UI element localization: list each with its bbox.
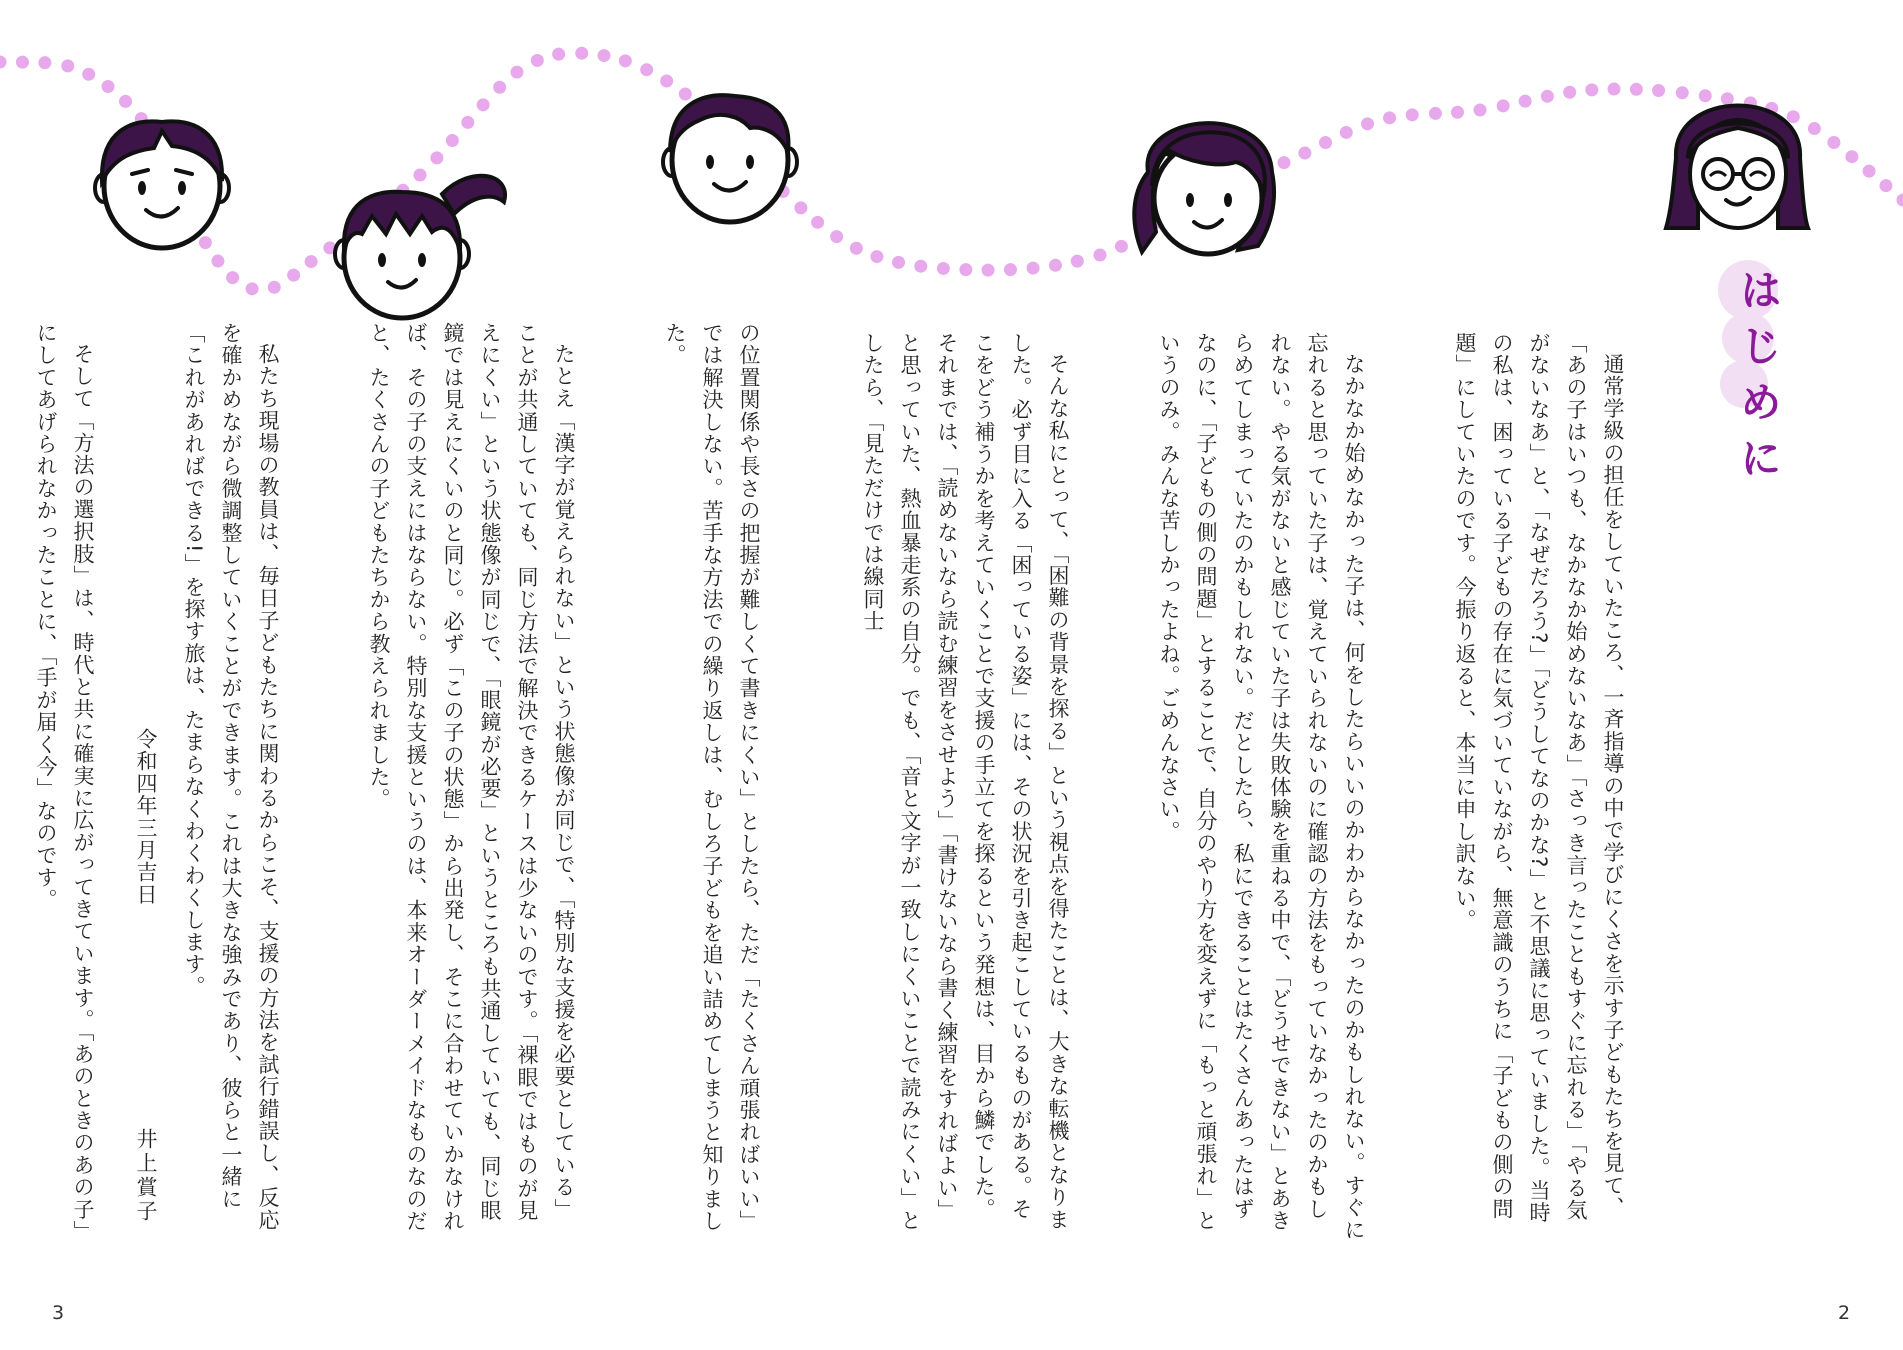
wave-dot — [16, 56, 29, 69]
wave-dot — [1115, 240, 1128, 253]
wave-dot — [1383, 111, 1396, 124]
wave-dot — [446, 134, 459, 147]
wave-dot — [1094, 249, 1107, 262]
wave-dot — [811, 216, 824, 229]
page-title: はじめに — [1734, 268, 1783, 492]
dotted-wave-line — [0, 47, 1903, 296]
wave-dot — [1004, 263, 1017, 276]
wave-dot — [82, 68, 95, 81]
wave-dot — [1429, 107, 1442, 120]
wave-dot — [794, 201, 807, 214]
paragraph: 通常学級の担任をしていたころ、一斉指導の中で学びにくさを示す子どもたちを見て、「あの子はいつも、なかなか始めないなあ」「さっき言ったこともすぐに忘れる」「やる気がないなあ」と、「なぜだろう?」「どうしてなのかな?」と不思議に思っていました。当時の私は、困っている子どもの存在に気づいていながら、無意識のうちに「子どもの側の問題」にしていたのです。今振り返ると、本当に申し訳ない。 — [1453, 332, 1625, 1224]
wave-dot — [1497, 99, 1510, 112]
paragraph: そして「方法の選択肢」は、時代と共に確実に広がってきています。「あのときのあの子」にしてあげられなかったことに、「手が届く今」なのです。 — [34, 322, 95, 1233]
wave-dot — [1676, 86, 1689, 99]
paragraph: そんな私にとって、「困難の背景を探る」という視点を得たことは、大きな転機となりました。必ず目に入る「困っている姿」には、その状況を引き起こしているものがある。そこをどう補うかを考えていくことで支援の手立てを探るという発想は、目から鱗でした。それまでは、「読めないなら読む練習をさせよう」「書けないなら書く練習をすればよい」と思っていた、熱血暴走系の自分。でも、「音と文字が一致しにくいことで読みにくい」としたら、「見ただけでは線同士 — [861, 332, 1070, 1232]
wave-dot — [461, 116, 474, 129]
wave-dot — [914, 260, 927, 273]
wave-dot — [211, 255, 224, 268]
wave-dot — [1585, 83, 1598, 96]
wave-dot — [531, 54, 544, 67]
wave-dot — [1608, 83, 1621, 96]
wave-dot — [870, 250, 883, 263]
wave-dot — [1298, 146, 1311, 159]
boy-face-icon — [663, 95, 797, 222]
wave-dot — [199, 236, 212, 249]
wave-dot — [1474, 104, 1487, 117]
wave-dot — [1630, 83, 1643, 96]
wave-dot — [493, 81, 506, 94]
date-line: 令和四年三月吉日 — [134, 728, 158, 906]
wave-dot — [1541, 90, 1554, 103]
wave-dot — [430, 151, 443, 164]
wave-dot — [226, 271, 239, 284]
paragraph: の位置関係や長さの把握が難しくて書きにくい」としたら、ただ「たくさん頑張ればいい」では解決しない。苦手な方法での繰り返しは、むしろ子どもを追い詰めてしまうと知りました。 — [663, 322, 761, 1233]
left-page-body — [34, 322, 841, 1242]
wave-dot — [982, 264, 995, 277]
wave-dot — [598, 49, 611, 62]
wave-dot — [1827, 136, 1840, 149]
wave-dot — [1808, 122, 1821, 135]
wave-dot — [1451, 106, 1464, 119]
teacher-glasses-face-icon — [1666, 106, 1808, 229]
wave-dot — [305, 255, 318, 268]
right-page-body — [861, 332, 1705, 1242]
boy-face-icon — [95, 121, 229, 248]
wave-dot — [660, 74, 673, 87]
wave-dot — [1787, 110, 1800, 123]
wave-dot — [287, 269, 300, 282]
wave-dot — [1049, 259, 1062, 272]
author-name: 井上賞子 — [134, 1128, 158, 1224]
paragraph: たとえ「漢字が覚えられない」という状態像が同じで、「特別な支援を必要としている」ことが共通していても、同じ方法で解決できるケースは少ないのです。「裸眼ではものが見えにくい」という状態像が同じで、「眼鏡が必要」というところも共通していても、同じ眼鏡では見えにくいのと同じ。必ず「この子の状態」から出発し、そこに合わせていかなければ、その子の支えにはならない。特別な支援というのは、本来オーダーメイドなものなのだと、たくさんの子どもたちから教えられました。 — [367, 322, 576, 1233]
wave-dot — [619, 54, 632, 67]
wave-dot — [1863, 165, 1876, 178]
wave-dot — [959, 263, 972, 276]
wave-dot — [1319, 136, 1332, 149]
paragraph: なかなか始めなかった子は、何をしたらいいのかわからなかったのかもしれない。すぐに忘れると思っていた子は、覚えていられないのに確認の方法をもっていなかったのかもしれない。やる気がないと感じていた子は失敗体験を重ねる中で、「どうせできない」とあきらめてしまっていたのかもしれない。だとしたら、私にできることはたくさんあったはずなのに、「子どもの側の問題」とすることで、自分のやり方を変えずに「もっと頑張れ」というのみ。みんな苦しかったよね。ごめんなさい。 — [1157, 332, 1366, 1241]
wave-dot — [268, 281, 281, 294]
wave-dot — [414, 169, 427, 182]
wave-dot — [61, 59, 74, 72]
wave-dot — [119, 95, 132, 108]
wave-dot — [1897, 194, 1903, 207]
wave-dot — [1406, 108, 1419, 121]
wave-dot — [1278, 156, 1291, 169]
wave-dot — [246, 282, 259, 295]
page-number-left: 3 — [52, 1302, 65, 1324]
wave-dot — [640, 63, 653, 76]
wave-dot — [1027, 262, 1040, 275]
wave-dot — [1361, 117, 1374, 130]
wave-dot — [1563, 86, 1576, 99]
wave-dot — [477, 98, 490, 111]
wave-dot — [38, 56, 51, 69]
wave-dot — [892, 256, 905, 269]
wave-dot — [552, 48, 565, 61]
girl-bob-face-icon — [1134, 123, 1274, 254]
wave-dot — [1845, 150, 1858, 163]
wave-dot — [937, 262, 950, 275]
wave-dot — [1652, 84, 1665, 97]
wave-dot — [1879, 179, 1892, 192]
wave-dot — [510, 66, 523, 79]
wave-dot — [679, 88, 692, 101]
wave-dot — [575, 47, 588, 60]
wave-dot — [1340, 126, 1353, 139]
page-number-right: 2 — [1838, 1302, 1851, 1324]
wave-dot — [850, 242, 863, 255]
wave-dot — [1071, 255, 1084, 268]
wave-dot — [830, 230, 843, 243]
girl-ponytail-face-icon — [335, 176, 505, 318]
wave-dot — [102, 80, 115, 93]
wave-dot — [1721, 92, 1734, 105]
wave-dot — [0, 56, 7, 69]
header-illustration — [0, 0, 1903, 330]
wave-dot — [1699, 89, 1712, 102]
wave-dot — [1519, 95, 1532, 108]
paragraph: 私たち現場の教員は、毎日子どもたちに関わるからこそ、支援の方法を試行錯誤し、反応を確かめながら微調整していくことができます。これは大きな強みであり、彼らと一緒に「これがあればできる!」を探す旅は、たまらなくわくわくします。 — [182, 322, 280, 1231]
